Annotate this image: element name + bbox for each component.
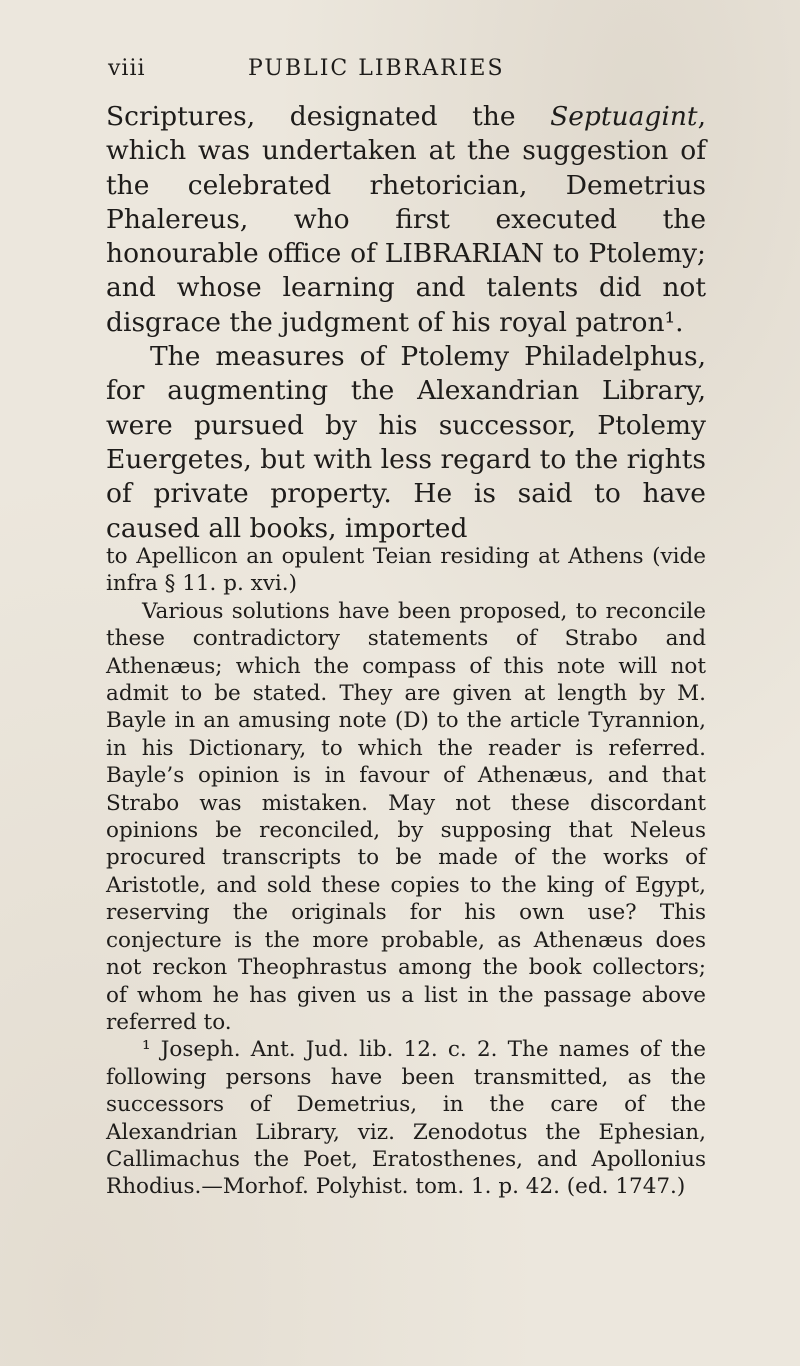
body-paragraph-2: The measures of Ptolemy Philadelphus, for augmenting the Alexandrian Library, were pursued by his successor, Ptolemy Euergetes, but with less regard to the rights of private property. He is said to have caused all books, imported [106, 341, 706, 544]
page-header [108, 56, 708, 96]
note-continuation: to Apellicon an opulent Teian residing at Athens (vide infra § 11. p. xvi.) [106, 544, 706, 597]
running-head: PUBLIC LIBRARIES [248, 56, 505, 81]
body-paragraph-1-end: , which was undertaken at the suggestion of the celebrated rhetorician, Demetrius Phalereus, who first executed the honourable office of LIBRARIAN to Ptolemy; and whose learning and talents did not disgrace the judgment of his royal patron¹. [106, 101, 706, 338]
body-paragraph-1-start: Scriptures, designated the [106, 101, 551, 132]
septuagint-italic: Septuagint [550, 101, 698, 132]
body-paragraph-1 [106, 100, 706, 340]
notes-section [106, 543, 706, 1201]
main-text [106, 100, 706, 546]
note-paragraph: Various solutions have been proposed, to reconcile these contradictory statements of Strabo and Athenæus; which the compass of this note will not admit to be stated. They are given at length by M. Bayle in an amusing note (D) to the article Tyrannion, in his Dictionary, to which the reader is referred. Bayle’s opinion is in favour of Athenæus, and that Strabo was mistaken. May not these discordant opinions be reconciled, by supposing that Neleus procured transcripts to be made of the works of Aristotle, and sold these copies to the king of Egypt, reserving the originals for his own use? This conjecture is the more probable, as Athenæus does not reckon Theophrastus among the book collectors; of whom he has given us a list in the passage above referred to. [106, 598, 706, 1035]
page-number: viii [108, 56, 146, 81]
footnote-1: ¹ Joseph. Ant. Jud. lib. 12. c. 2. The names of the following persons have been transmitted, as the successors of Demetrius, in the care of the Alexandrian Library, viz. Zenodotus the Ephesian, Callimachus the Poet, Eratosthenes, and Apollonius Rhodius.—Morhof. Polyhist. tom. 1. p. 42. (ed. 1747.) [106, 1037, 706, 1200]
